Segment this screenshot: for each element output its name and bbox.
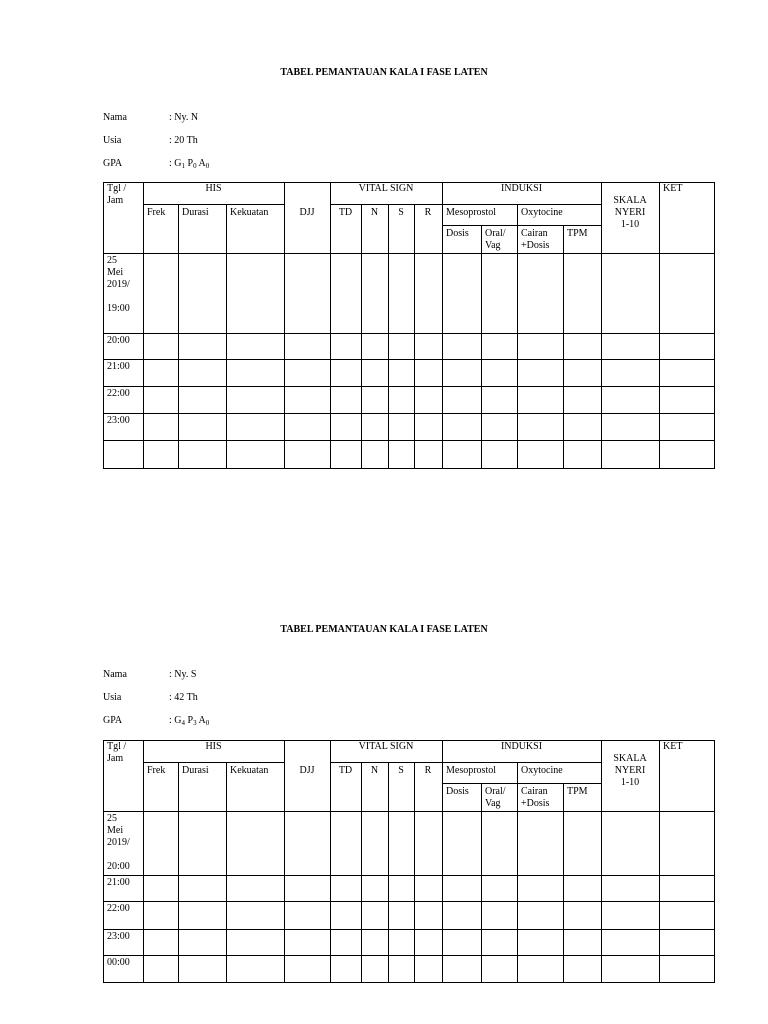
grid-line-horizontal (330, 204, 442, 205)
header-dosis: Dosis (446, 786, 469, 797)
grid-line-horizontal (103, 955, 715, 956)
header-frek: Frek (147, 765, 166, 776)
row-time-label: 00:00 (107, 957, 130, 968)
nama-value: : Ny. S (169, 669, 197, 680)
row-time-label: 25 Mei 2019/ 19:00 (107, 255, 130, 314)
row-time-label: 21:00 (107, 877, 130, 888)
row-time-label: 25 Mei 2019/ 20:00 (107, 813, 130, 872)
grid-line-vertical (563, 225, 564, 468)
header-cairan-dosis: Cairan +Dosis (521, 786, 550, 809)
gpa-value: : $G_1$ $P_0$ $A_0$ (169, 158, 210, 170)
table-title: TABEL PEMANTAUAN KALA I FASE LATEN (280, 624, 488, 635)
grid-line-vertical (414, 204, 415, 468)
gpa-label: GPA (103, 715, 123, 726)
grid-line-horizontal (103, 413, 715, 414)
grid-line-vertical (442, 740, 443, 983)
grid-line-horizontal (103, 359, 715, 360)
header-durasi: Durasi (182, 765, 209, 776)
header-skala-nyeri: SKALA NYERI 1-10 (613, 195, 647, 230)
table-title: TABEL PEMANTAUAN KALA I FASE LATEN (280, 67, 488, 78)
grid-line-vertical (103, 740, 104, 983)
row-time-label: 21:00 (107, 361, 130, 372)
grid-line-vertical (414, 762, 415, 982)
grid-line-horizontal (103, 811, 715, 812)
header-n: N (370, 207, 379, 218)
grid-line-horizontal (103, 875, 715, 876)
header-frek: Frek (147, 207, 166, 218)
grid-line-vertical (481, 783, 482, 982)
grid-line-horizontal (103, 253, 715, 254)
header-r: R (424, 207, 432, 218)
header-oxytocine: Oxytocine (521, 207, 563, 218)
header-n: N (370, 765, 379, 776)
header-vital-sign: VITAL SIGN (358, 741, 414, 752)
row-time-label: 20:00 (107, 335, 130, 346)
gpa-label: GPA (103, 158, 123, 169)
grid-line-vertical (659, 182, 660, 469)
grid-line-vertical (226, 204, 227, 468)
row-time-label: 22:00 (107, 388, 130, 399)
row-time-label: 22:00 (107, 903, 130, 914)
header-durasi: Durasi (182, 207, 209, 218)
header-r: R (424, 765, 432, 776)
grid-line-vertical (143, 182, 144, 469)
grid-line-vertical (330, 182, 331, 469)
header-his: HIS (205, 183, 222, 194)
grid-line-horizontal (330, 762, 442, 763)
header-tpm: TPM (567, 786, 588, 797)
grid-line-vertical (714, 182, 715, 469)
grid-line-horizontal (103, 982, 715, 983)
header-skala-nyeri: SKALA NYERI 1-10 (613, 753, 647, 788)
header-induksi: INDUKSI (500, 183, 543, 194)
header-tgl-jam: Tgl / Jam (107, 741, 127, 764)
header-kekuatan: Kekuatan (230, 765, 269, 776)
grid-line-vertical (178, 204, 179, 468)
grid-line-horizontal (103, 333, 715, 334)
header-td: TD (338, 207, 353, 218)
header-kekuatan: Kekuatan (230, 207, 269, 218)
header-cairan-dosis: Cairan +Dosis (521, 228, 550, 251)
nama-value: : Ny. N (169, 112, 199, 123)
header-ket: KET (663, 741, 683, 752)
grid-line-vertical (563, 783, 564, 982)
grid-line-horizontal (103, 386, 715, 387)
grid-line-horizontal (143, 204, 284, 205)
usia-label: Usia (103, 135, 122, 146)
grid-line-vertical (517, 204, 518, 468)
grid-line-horizontal (143, 762, 284, 763)
grid-line-vertical (714, 740, 715, 983)
header-vital-sign: VITAL SIGN (358, 183, 414, 194)
grid-line-vertical (361, 204, 362, 468)
grid-line-vertical (659, 740, 660, 983)
header-dosis: Dosis (446, 228, 469, 239)
header-mesoprostol: Mesoprostol (446, 765, 496, 776)
header-oxytocine: Oxytocine (521, 765, 563, 776)
grid-line-horizontal (103, 440, 715, 441)
header-induksi: INDUKSI (500, 741, 543, 752)
grid-line-horizontal (103, 468, 715, 469)
header-td: TD (338, 765, 353, 776)
gpa-value: : $G_4$ $P_3$ $A_0$ (169, 715, 210, 727)
grid-line-vertical (481, 225, 482, 468)
grid-line-horizontal (442, 204, 601, 205)
grid-line-vertical (361, 762, 362, 982)
header-djj: DJJ (299, 765, 315, 776)
header-oral-vag: Oral/ Vag (485, 786, 506, 809)
usia-value: : 42 Th (169, 692, 198, 703)
header-mesoprostol: Mesoprostol (446, 207, 496, 218)
header-his: HIS (205, 741, 222, 752)
nama-label: Nama (103, 669, 127, 680)
header-djj: DJJ (299, 207, 315, 218)
grid-line-horizontal (103, 929, 715, 930)
grid-line-horizontal (442, 783, 601, 784)
grid-line-vertical (143, 740, 144, 983)
grid-line-vertical (517, 762, 518, 982)
row-time-label: 23:00 (107, 931, 130, 942)
grid-line-vertical (388, 204, 389, 468)
header-ket: KET (663, 183, 683, 194)
header-s: S (398, 207, 404, 218)
grid-line-horizontal (442, 762, 601, 763)
grid-line-vertical (103, 182, 104, 469)
grid-line-vertical (284, 182, 285, 469)
usia-label: Usia (103, 692, 122, 703)
grid-line-horizontal (103, 901, 715, 902)
grid-line-vertical (388, 762, 389, 982)
header-tgl-jam: Tgl / Jam (107, 183, 127, 206)
grid-line-horizontal (442, 225, 601, 226)
nama-label: Nama (103, 112, 127, 123)
grid-line-vertical (178, 762, 179, 982)
header-oral-vag: Oral/ Vag (485, 228, 506, 251)
header-tpm: TPM (567, 228, 588, 239)
grid-line-vertical (442, 182, 443, 469)
grid-line-vertical (226, 762, 227, 982)
usia-value: : 20 Th (169, 135, 198, 146)
row-time-label: 23:00 (107, 415, 130, 426)
header-s: S (398, 765, 404, 776)
